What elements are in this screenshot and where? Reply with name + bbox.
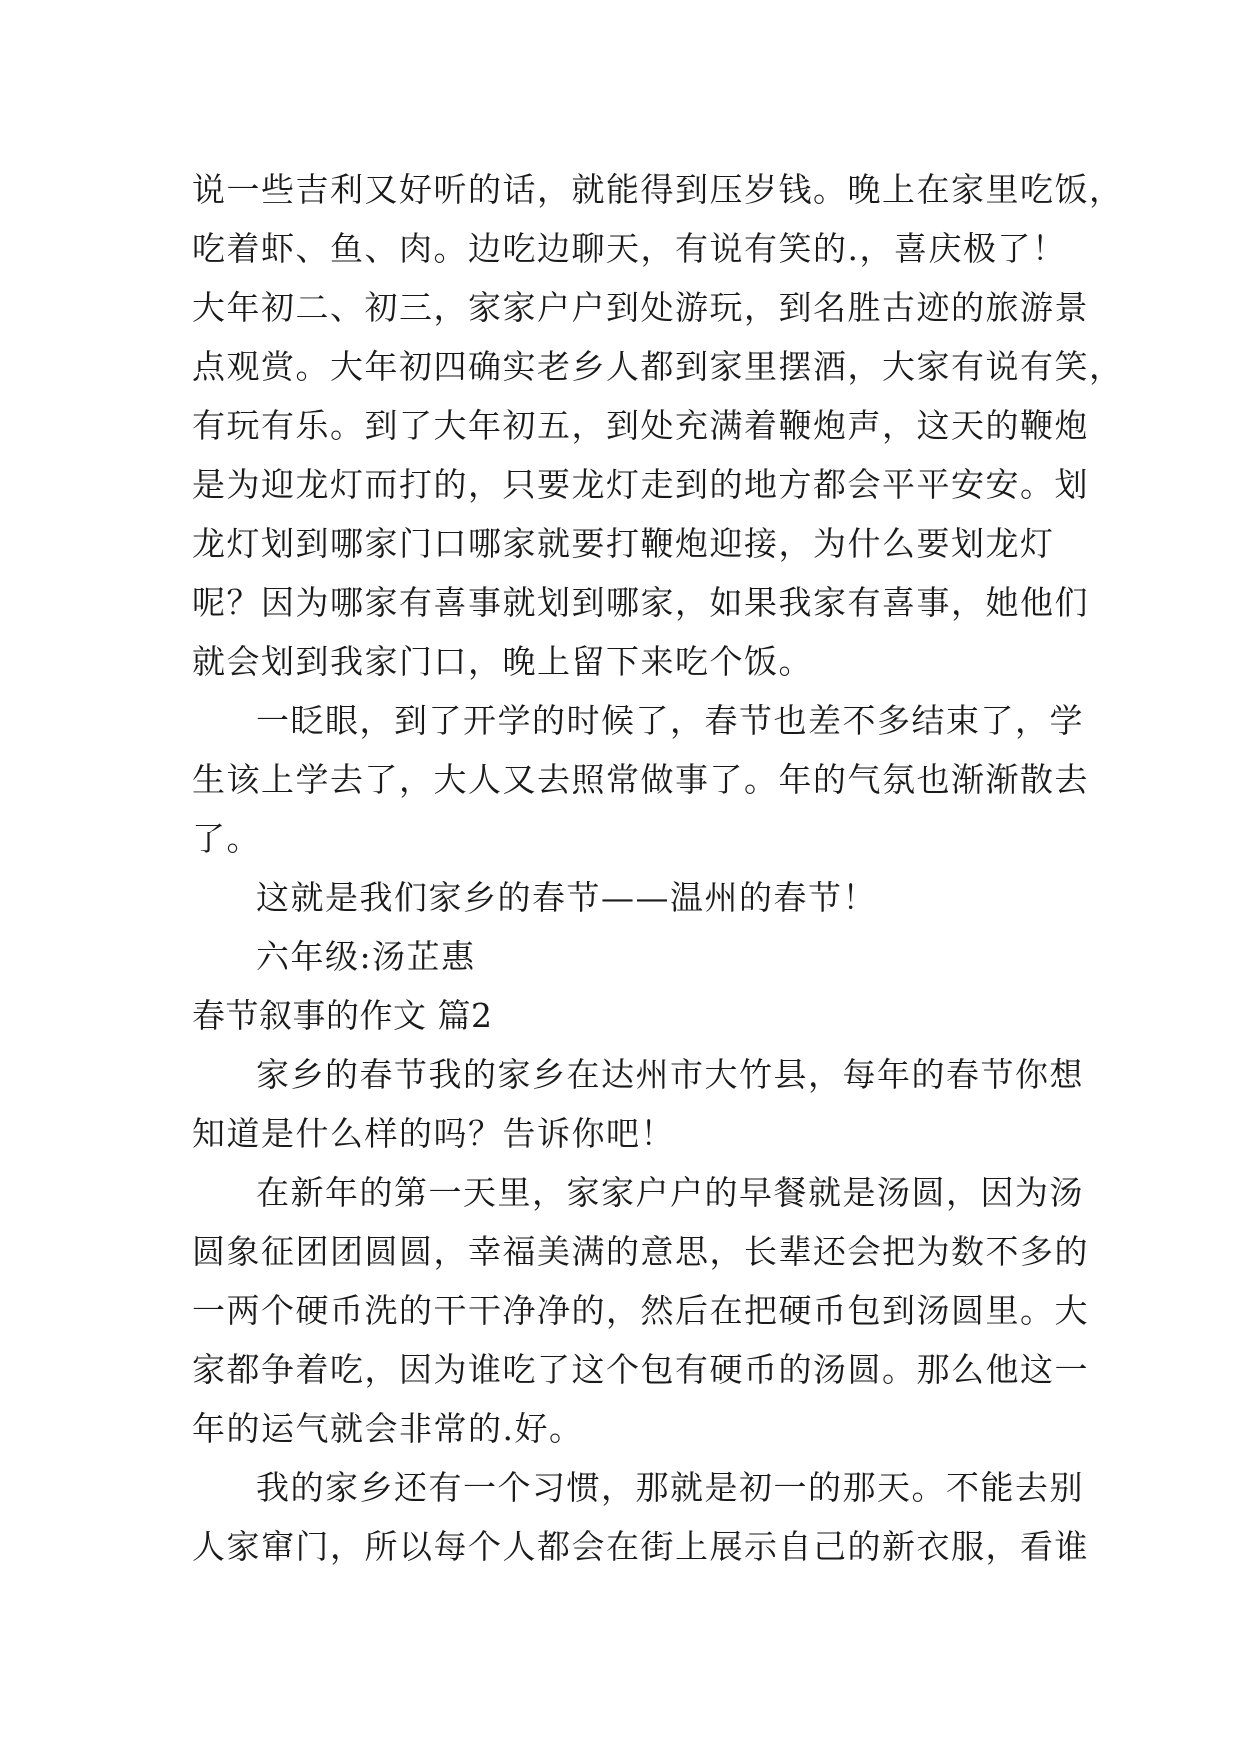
author-line: 六年级:汤芷惠	[256, 937, 476, 976]
text-line: 年的运气就会非常的.好。	[192, 1409, 584, 1448]
text-line: 圆象征团团圆圆，幸福美满的意思，长辈还会把为数不多的	[192, 1232, 1089, 1271]
text-line: 呢？因为哪家有喜事就划到哪家，如果我家有喜事，她他们	[192, 583, 1089, 622]
text-line: 一眨眼，到了开学的时候了，春节也差不多结束了，学	[256, 701, 1084, 740]
paragraph	[192, 1458, 1089, 1576]
text-line: 在新年的第一天里，家家户户的早餐就是汤圆，因为汤	[256, 1173, 1084, 1212]
paragraph	[192, 160, 1124, 691]
paragraph	[192, 1163, 1089, 1458]
document-page	[192, 160, 1124, 1576]
text-line: 是为迎龙灯而打的，只要龙灯走到的地方都会平平安安。划	[192, 465, 1089, 504]
text-line: 大年初二、初三，家家户户到处游玩，到名胜古迹的旅游景	[192, 288, 1089, 327]
text-line: 有玩有乐。到了大年初五，到处充满着鞭炮声，这天的鞭炮	[192, 406, 1089, 445]
text-line: 就会划到我家门口，晚上留下来吃个饭。	[192, 642, 813, 681]
text-line: 说一些吉利又好听的话，就能得到压岁钱。晚上在家里吃饭，	[192, 170, 1124, 209]
text-line: 龙灯划到哪家门口哪家就要打鞭炮迎接，为什么要划龙灯	[192, 524, 1055, 563]
section-heading: 春节叙事的作文 篇2	[192, 996, 493, 1035]
text-line: 吃着虾、鱼、肉。边吃边聊天，有说有笑的.，喜庆极了！	[192, 229, 1067, 268]
text-line: 人家窜门，所以每个人都会在街上展示自己的新衣服，看谁	[192, 1527, 1089, 1566]
text-line: 了。	[192, 819, 261, 858]
text-line: 点观赏。大年初四确实老乡人都到家里摆酒，大家有说有笑，	[192, 347, 1124, 386]
text-line: 家都争着吃，因为谁吃了这个包有硬币的汤圆。那么他这一	[192, 1350, 1089, 1389]
text-line: 知道是什么样的吗？告诉你吧！	[192, 1114, 675, 1153]
text-line: 家乡的春节我的家乡在达州市大竹县，每年的春节你想	[256, 1055, 1084, 1094]
paragraph	[192, 1045, 1084, 1163]
text-line: 我的家乡还有一个习惯，那就是初一的那天。不能去别	[256, 1468, 1084, 1507]
closing-line: 这就是我们家乡的春节——温州的春节！	[256, 878, 877, 917]
text-line: 一两个硬币洗的干干净净的，然后在把硬币包到汤圆里。大	[192, 1291, 1089, 1330]
text-line: 生该上学去了，大人又去照常做事了。年的气氛也渐渐散去	[192, 760, 1089, 799]
paragraph	[192, 691, 1089, 868]
